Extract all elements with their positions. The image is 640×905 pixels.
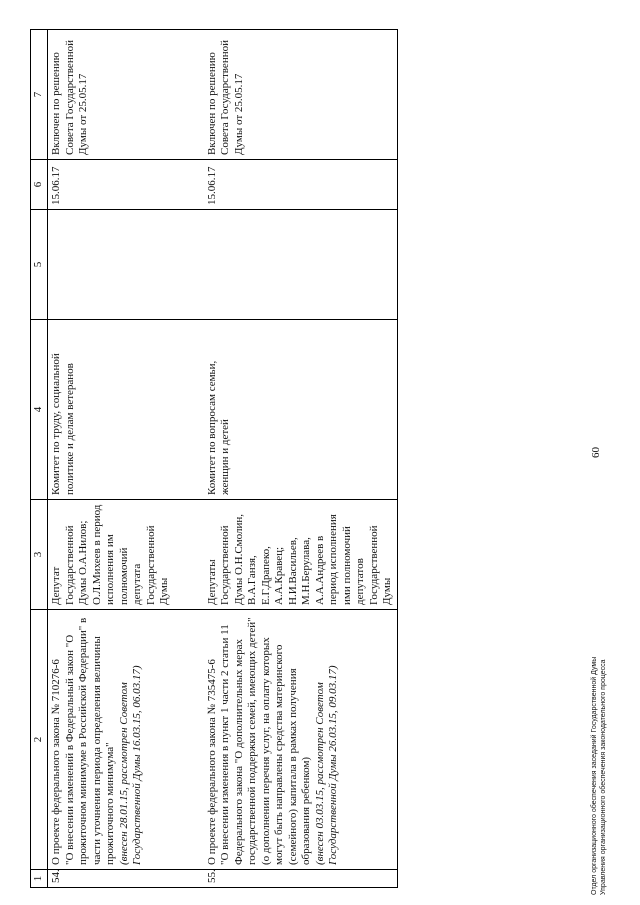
- author-cell: Депутаты Государственной Думы О.Н.Смолин, В.А.Ганзя, Е.Г.Драпеко, А.А.Кравец; Н.И.Васильев, М.Н.Берулава, А.А.Андреев в период исполнения ими полномочий депутатов Государственной Думы: [204, 500, 398, 610]
- bill-cell: [48, 610, 204, 870]
- date-cell: 15.06.17: [48, 160, 204, 210]
- bill-note: (внесен 28.01.15, рассмотрен Советом Государственной Думы 16.03.15, 06.03.17): [117, 665, 143, 865]
- header-col-4: 4: [31, 320, 48, 500]
- col5-cell: [204, 210, 398, 320]
- header-row: [31, 30, 48, 888]
- bill-title: О проекте федерального закона № 735475-6: [205, 659, 218, 865]
- rotated-table-wrapper: [30, 30, 617, 888]
- footer: [590, 575, 608, 895]
- date-cell: 15.06.17: [204, 160, 398, 210]
- footer-line-2: Управления организационного обеспечения законодательного процесса: [600, 659, 607, 895]
- header-col-1: 1: [31, 870, 48, 888]
- bill-title: О проекте федерального закона № 710276-6: [50, 659, 62, 865]
- col5-cell: [48, 210, 204, 320]
- page-number: 60: [590, 447, 602, 458]
- bill-body: "О внесении изменения в пункт 1 части 2 статьи 11 Федерального закона "О дополнительных мерах государственной поддержки семей, имеющих детей" (о дополнении перечня услуг, на оплату которых могут быть направлены средства материнского (семейного) капитала в рамках получения образования ребенком): [219, 617, 312, 865]
- author-cell: Депутат Государственной Думы О.А.Нилов; О.Л.Михеев в период исполнения им полномочий депутата Государственной Думы: [48, 500, 204, 610]
- header-col-3: 3: [31, 500, 48, 610]
- row-number: 55.: [204, 870, 398, 888]
- bill-cell: [204, 610, 398, 870]
- table-row: [48, 30, 204, 888]
- decision-cell: Включен по решению Совета Государственной Думы от 25.05.17: [204, 30, 398, 160]
- row-number: 54.: [48, 870, 204, 888]
- header-col-2: 2: [31, 610, 48, 870]
- decision-cell: Включен по решению Совета Государственной Думы от 25.05.17: [48, 30, 204, 160]
- bill-body: "О внесении изменений в Федеральный закон "О прожиточном минимуме в Российской Федерации" в части уточнения периода определения величины прожиточного минимума": [63, 617, 116, 865]
- header-col-5: 5: [31, 210, 48, 320]
- table-row: [204, 30, 398, 888]
- footer-line-1: Отдел организационного обеспечения заседаний Государственной Думы: [591, 656, 598, 895]
- bill-note: (внесен 03.03.15, рассмотрен Советом Государственной Думы 26.03.15, 09.03.17): [313, 665, 339, 865]
- header-col-6: 6: [31, 160, 48, 210]
- header-col-7: 7: [31, 30, 48, 160]
- committee-cell: Комитет по вопросам семьи, женщин и детей: [204, 320, 398, 500]
- bills-table: [30, 29, 398, 888]
- committee-cell: Комитет по труду, социальной политике и делам ветеранов: [48, 320, 204, 500]
